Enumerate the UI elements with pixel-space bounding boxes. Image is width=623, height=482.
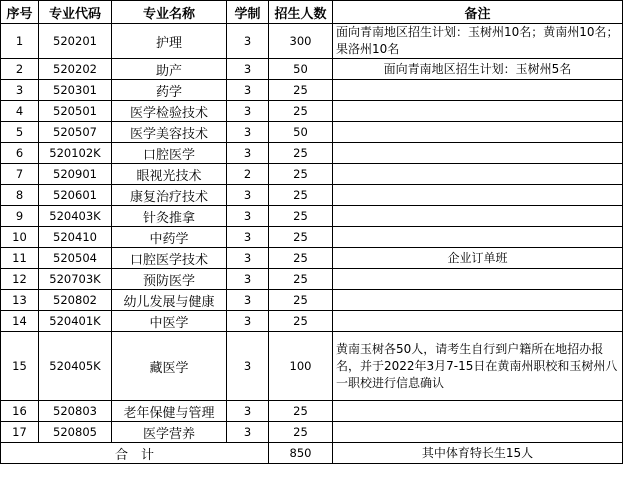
cell-remark [333,206,623,227]
header-row [1,1,623,24]
cell-remark: 企业订单班 [333,248,623,269]
cell-years: 2 [227,164,269,185]
cell-enroll: 25 [269,248,333,269]
table-row [1,80,623,101]
cell-remark [333,269,623,290]
table-row [1,227,623,248]
cell-name: 护理 [112,24,227,59]
cell-code: 520102K [39,143,112,164]
table-row [1,143,623,164]
cell-enroll: 50 [269,59,333,80]
cell-name: 老年保健与管理 [112,401,227,422]
cell-code: 520504 [39,248,112,269]
cell-code: 520301 [39,80,112,101]
total-row [1,443,623,464]
cell-index: 6 [1,143,39,164]
table-row [1,311,623,332]
cell-enroll: 25 [269,143,333,164]
cell-years: 3 [227,59,269,80]
cell-index: 4 [1,101,39,122]
cell-name: 预防医学 [112,269,227,290]
cell-remark: 面向青南地区招生计划：玉树州10名；黄南州10名；果洛州10名 [333,24,623,59]
table-row [1,332,623,401]
header-years: 学制 [227,1,269,24]
cell-name: 中医学 [112,311,227,332]
table-row [1,122,623,143]
table-row [1,59,623,80]
cell-remark [333,227,623,248]
header-remarks: 备注 [333,1,623,24]
table-row [1,290,623,311]
table-row [1,185,623,206]
cell-years: 3 [227,24,269,59]
cell-name: 针灸推拿 [112,206,227,227]
table-row [1,24,623,59]
cell-index: 11 [1,248,39,269]
cell-enroll: 25 [269,185,333,206]
cell-enroll: 100 [269,332,333,401]
cell-years: 3 [227,185,269,206]
cell-years: 3 [227,401,269,422]
cell-code: 520403K [39,206,112,227]
cell-code: 520410 [39,227,112,248]
cell-years: 3 [227,248,269,269]
cell-name: 药学 [112,80,227,101]
table-row [1,401,623,422]
table-row [1,206,623,227]
cell-name: 医学营养 [112,422,227,443]
cell-enroll: 25 [269,227,333,248]
cell-enroll: 25 [269,101,333,122]
cell-remark [333,101,623,122]
cell-years: 3 [227,122,269,143]
cell-name: 幼儿发展与健康 [112,290,227,311]
cell-name: 医学检验技术 [112,101,227,122]
cell-code: 520405K [39,332,112,401]
cell-enroll: 25 [269,80,333,101]
cell-code: 520803 [39,401,112,422]
cell-index: 8 [1,185,39,206]
cell-name: 助产 [112,59,227,80]
cell-index: 12 [1,269,39,290]
cell-remark [333,164,623,185]
cell-remark [333,422,623,443]
cell-enroll: 25 [269,269,333,290]
cell-index: 15 [1,332,39,401]
cell-years: 3 [227,80,269,101]
cell-years: 3 [227,332,269,401]
cell-code: 520501 [39,101,112,122]
cell-code: 520703K [39,269,112,290]
cell-years: 3 [227,269,269,290]
table-row [1,164,623,185]
cell-years: 3 [227,206,269,227]
cell-enroll: 25 [269,401,333,422]
cell-index: 10 [1,227,39,248]
cell-remark [333,311,623,332]
cell-name: 眼视光技术 [112,164,227,185]
cell-enroll: 25 [269,311,333,332]
table-row [1,269,623,290]
cell-enroll: 25 [269,422,333,443]
cell-years: 3 [227,143,269,164]
cell-remark [333,143,623,164]
cell-years: 3 [227,422,269,443]
cell-code: 520401K [39,311,112,332]
cell-enroll: 25 [269,290,333,311]
header-index: 序号 [1,1,39,24]
total-remark: 其中体育特长生15人 [333,443,623,464]
cell-remark [333,290,623,311]
cell-name: 医学美容技术 [112,122,227,143]
cell-index: 2 [1,59,39,80]
cell-remark [333,80,623,101]
cell-years: 3 [227,227,269,248]
table-row [1,101,623,122]
cell-code: 520802 [39,290,112,311]
cell-name: 康复治疗技术 [112,185,227,206]
cell-code: 520202 [39,59,112,80]
total-label: 合 计 [1,443,269,464]
cell-code: 520805 [39,422,112,443]
cell-years: 3 [227,101,269,122]
table-row [1,248,623,269]
cell-code: 520201 [39,24,112,59]
cell-remark: 面向青南地区招生计划：玉树州5名 [333,59,623,80]
cell-enroll: 25 [269,206,333,227]
cell-index: 16 [1,401,39,422]
cell-remark [333,185,623,206]
total-enroll: 850 [269,443,333,464]
cell-index: 9 [1,206,39,227]
table-row [1,422,623,443]
cell-name: 中药学 [112,227,227,248]
cell-remark: 黄南玉树各50人，请考生自行到户籍所在地招办报名，并于2022年3月7-15日在黄南州职校和玉树州八一职校进行信息确认 [333,332,623,401]
cell-remark [333,122,623,143]
cell-index: 7 [1,164,39,185]
cell-index: 14 [1,311,39,332]
cell-remark [333,401,623,422]
cell-enroll: 300 [269,24,333,59]
cell-years: 3 [227,311,269,332]
cell-index: 1 [1,24,39,59]
cell-name: 口腔医学技术 [112,248,227,269]
cell-code: 520901 [39,164,112,185]
header-code: 专业代码 [39,1,112,24]
cell-code: 520601 [39,185,112,206]
cell-index: 3 [1,80,39,101]
header-enroll: 招生人数 [269,1,333,24]
cell-enroll: 25 [269,164,333,185]
cell-index: 5 [1,122,39,143]
cell-enroll: 50 [269,122,333,143]
cell-name: 藏医学 [112,332,227,401]
cell-index: 17 [1,422,39,443]
cell-name: 口腔医学 [112,143,227,164]
cell-index: 13 [1,290,39,311]
header-name: 专业名称 [112,1,227,24]
cell-years: 3 [227,290,269,311]
cell-code: 520507 [39,122,112,143]
